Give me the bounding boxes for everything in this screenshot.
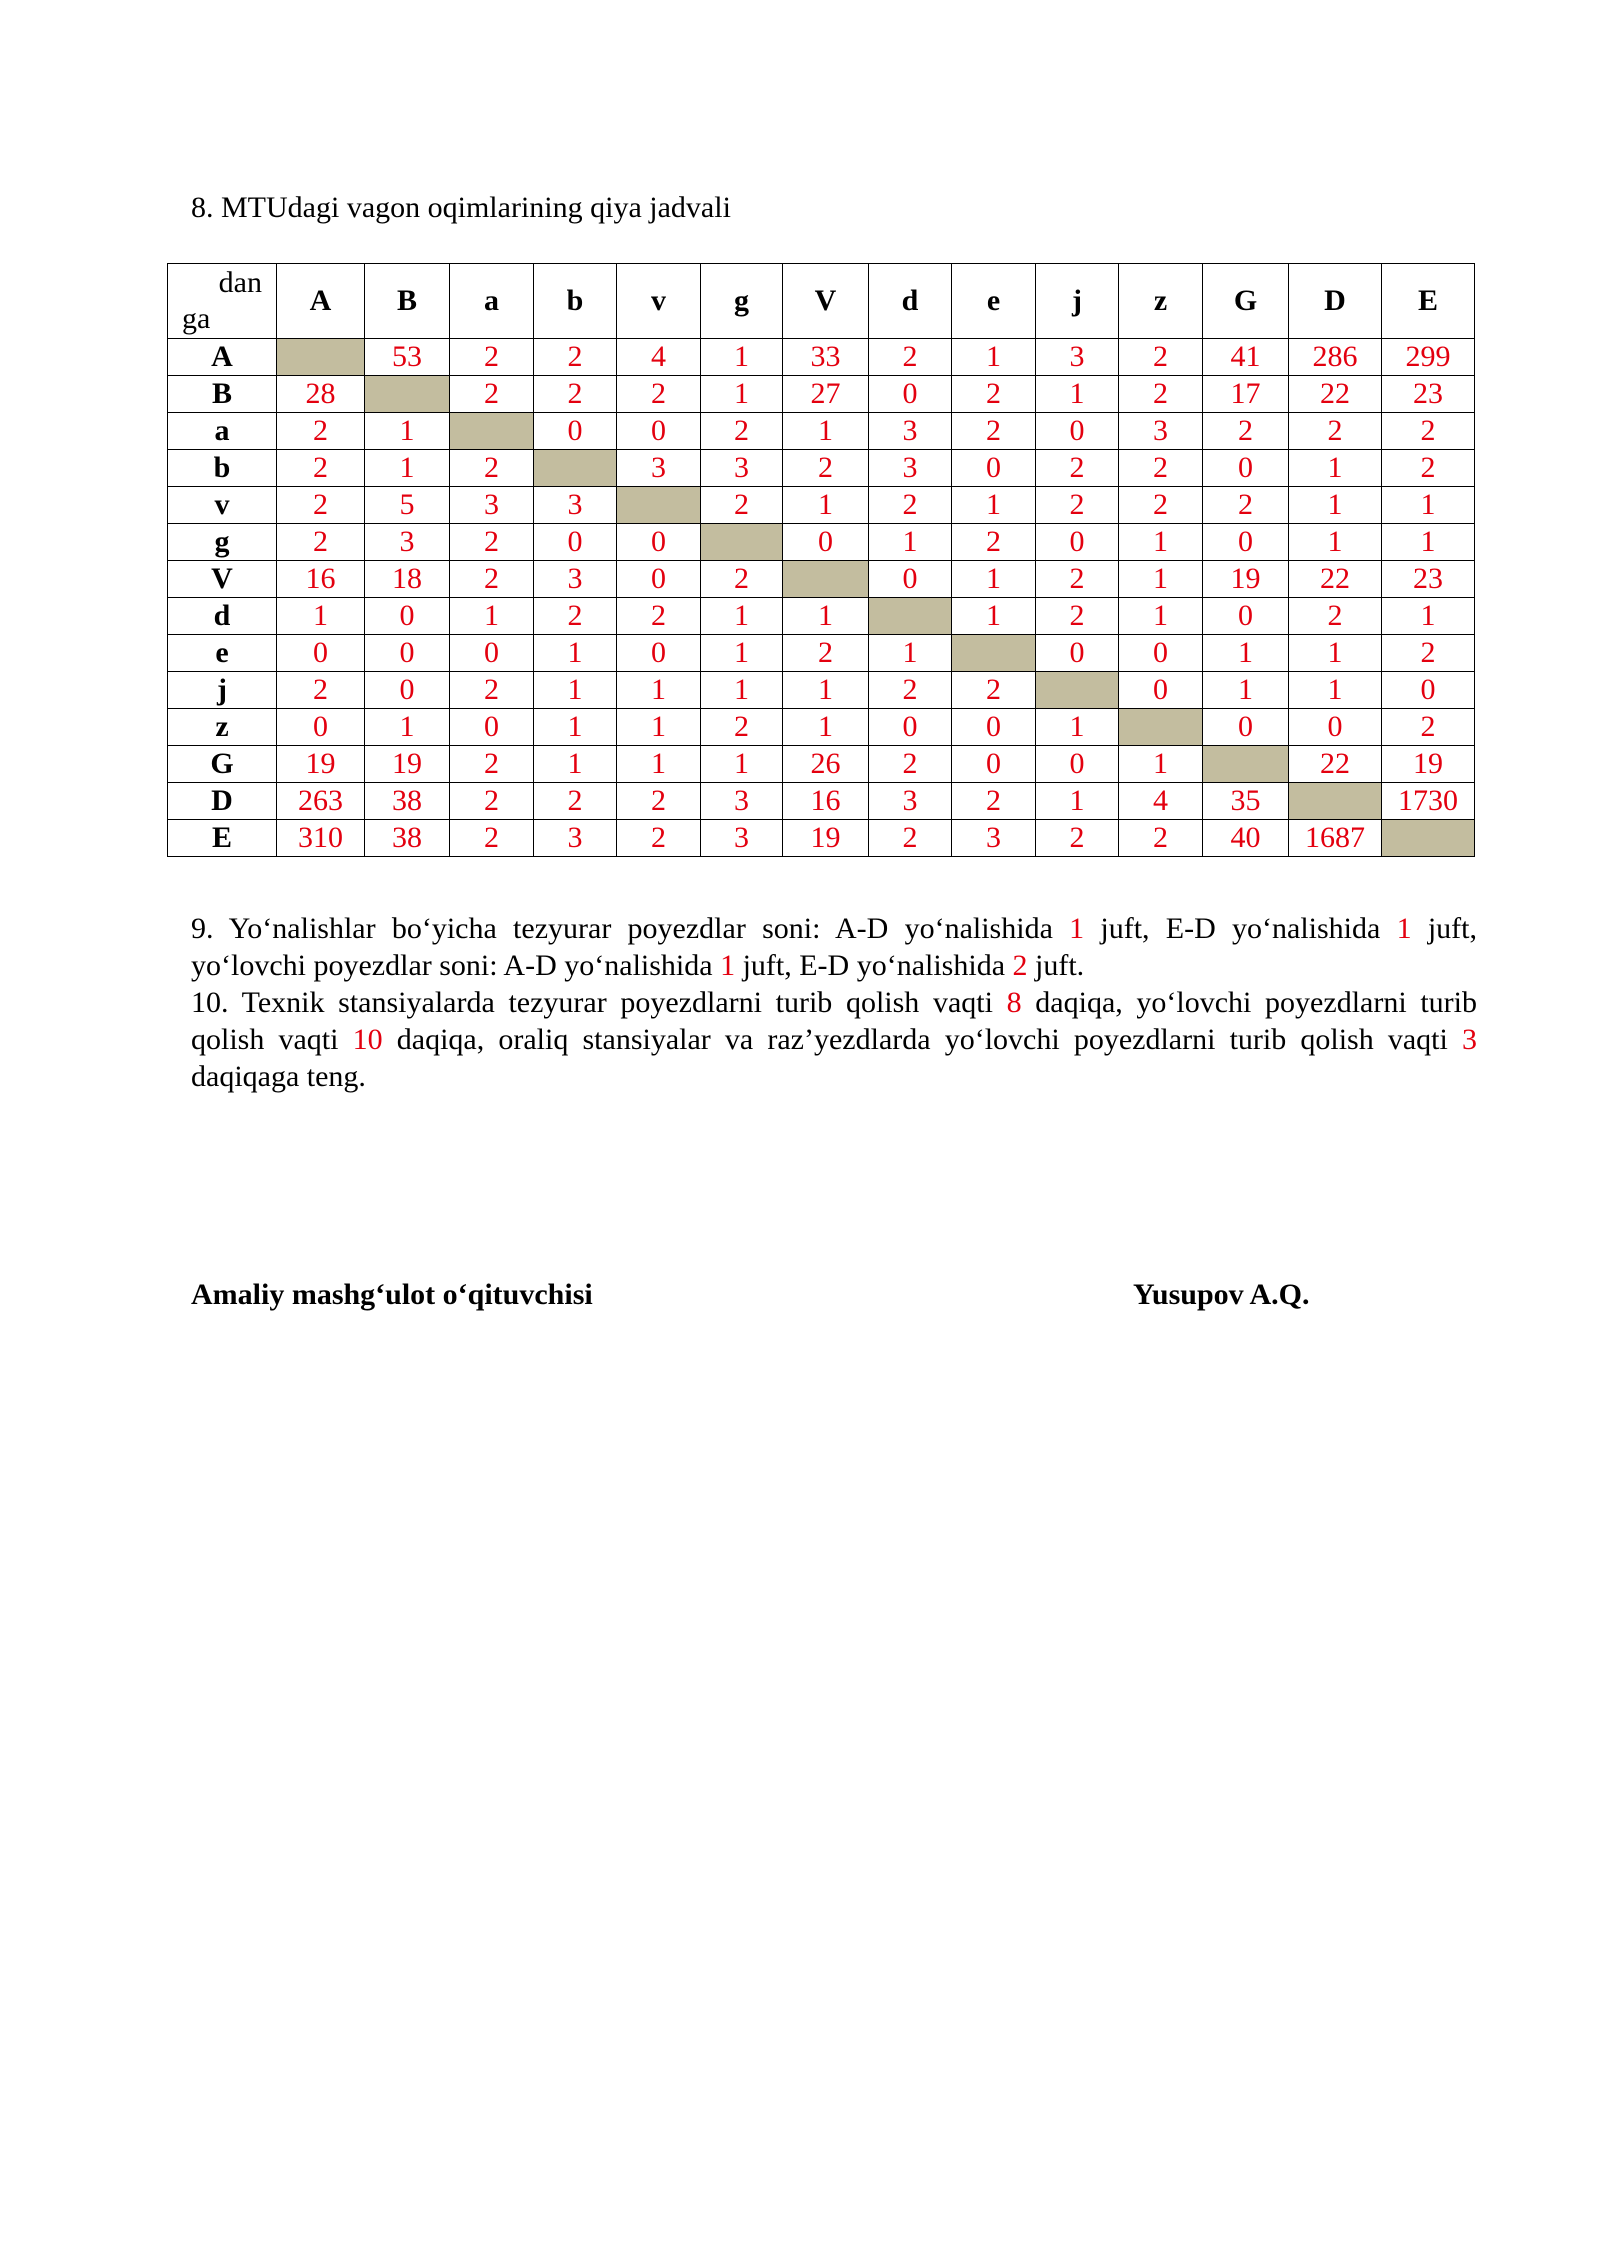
table-cell: 2 xyxy=(1289,598,1382,635)
column-header: V xyxy=(783,264,869,339)
table-cell: 3 xyxy=(869,783,952,820)
table-cell: 1 xyxy=(277,598,365,635)
note-paragraph-9 xyxy=(191,910,1477,984)
table-row xyxy=(168,783,1475,820)
table-cell: 1 xyxy=(534,672,617,709)
table-row xyxy=(168,709,1475,746)
table-cell: 0 xyxy=(365,598,450,635)
table-cell: 1 xyxy=(1289,450,1382,487)
table-cell: 0 xyxy=(450,635,534,672)
table-cell: 0 xyxy=(869,376,952,413)
table-cell: 3 xyxy=(534,820,617,857)
column-header: g xyxy=(701,264,783,339)
table-cell: 53 xyxy=(365,339,450,376)
table-cell: 1 xyxy=(534,709,617,746)
table-row xyxy=(168,820,1475,857)
note-text: daqiqa, yo‘lovchi poyezdlarni turib qolish vaqti xyxy=(191,986,1477,1056)
table-cell: 1 xyxy=(783,672,869,709)
row-header: A xyxy=(168,339,277,376)
table-cell: 2 xyxy=(277,672,365,709)
table-cell: 0 xyxy=(1036,524,1119,561)
table-cell: 1 xyxy=(617,709,701,746)
table-cell: 263 xyxy=(277,783,365,820)
table-cell: 0 xyxy=(869,561,952,598)
table-cell: 2 xyxy=(1119,450,1203,487)
table-cell: 38 xyxy=(365,820,450,857)
diagonal-cell xyxy=(952,635,1036,672)
table-cell: 33 xyxy=(783,339,869,376)
table-cell: 2 xyxy=(869,487,952,524)
row-header: v xyxy=(168,487,277,524)
table-cell: 0 xyxy=(1036,746,1119,783)
diagonal-cell xyxy=(450,413,534,450)
table-cell: 1 xyxy=(783,598,869,635)
signature-role: Amaliy mashg‘ulot o‘qituvchisi xyxy=(191,1278,593,1311)
note-text: juft, E-D yo‘nalishida xyxy=(735,949,1013,982)
table-cell: 0 xyxy=(277,635,365,672)
table-cell: 0 xyxy=(783,524,869,561)
table-cell: 1 xyxy=(534,746,617,783)
table-cell: 1 xyxy=(701,672,783,709)
table-cell: 1 xyxy=(952,598,1036,635)
table-cell: 3 xyxy=(534,561,617,598)
vagon-flow-table xyxy=(167,263,1475,857)
table-cell: 1 xyxy=(1119,598,1203,635)
table-row xyxy=(168,524,1475,561)
table-cell: 310 xyxy=(277,820,365,857)
table-cell: 2 xyxy=(534,376,617,413)
row-header: G xyxy=(168,746,277,783)
row-header: d xyxy=(168,598,277,635)
column-header: e xyxy=(952,264,1036,339)
table-cell: 2 xyxy=(1036,487,1119,524)
table-cell: 1 xyxy=(1289,487,1382,524)
note-value: 1 xyxy=(1069,912,1085,945)
table-cell: 19 xyxy=(1382,746,1475,783)
table-cell: 0 xyxy=(365,635,450,672)
table-cell: 2 xyxy=(783,635,869,672)
table-cell: 0 xyxy=(365,672,450,709)
table-cell: 2 xyxy=(1119,339,1203,376)
table-cell: 0 xyxy=(1203,524,1289,561)
table-cell: 18 xyxy=(365,561,450,598)
diagonal-cell xyxy=(1036,672,1119,709)
table-cell: 4 xyxy=(1119,783,1203,820)
table-cell: 2 xyxy=(952,524,1036,561)
diagonal-cell xyxy=(1289,783,1382,820)
table-body xyxy=(168,339,1475,857)
table-cell: 0 xyxy=(1203,450,1289,487)
row-header: z xyxy=(168,709,277,746)
note-value: 1 xyxy=(720,949,736,982)
table-cell: 2 xyxy=(869,339,952,376)
table-cell: 4 xyxy=(617,339,701,376)
table-row xyxy=(168,672,1475,709)
table-cell: 2 xyxy=(1382,709,1475,746)
table-cell: 1 xyxy=(1203,672,1289,709)
table-cell: 1 xyxy=(783,487,869,524)
table-cell: 22 xyxy=(1289,746,1382,783)
table-cell: 0 xyxy=(952,450,1036,487)
notes-block xyxy=(191,910,1477,1095)
table-cell: 2 xyxy=(617,598,701,635)
table-row xyxy=(168,450,1475,487)
corner-from-label: dan xyxy=(218,266,262,299)
table-cell: 2 xyxy=(450,524,534,561)
table-cell: 2 xyxy=(450,561,534,598)
table-cell: 0 xyxy=(1036,413,1119,450)
table-cell: 1 xyxy=(1382,524,1475,561)
table-header-row xyxy=(168,264,1475,339)
table-cell: 1 xyxy=(617,746,701,783)
table-cell: 22 xyxy=(1289,561,1382,598)
table-cell: 2 xyxy=(277,524,365,561)
table-cell: 3 xyxy=(869,450,952,487)
table-cell: 2 xyxy=(1119,376,1203,413)
table-cell: 2 xyxy=(617,376,701,413)
table-corner-cell xyxy=(168,264,277,339)
diagonal-cell xyxy=(534,450,617,487)
table-cell: 19 xyxy=(1203,561,1289,598)
table-row xyxy=(168,376,1475,413)
diagonal-cell xyxy=(701,524,783,561)
diagonal-cell xyxy=(365,376,450,413)
table-cell: 1 xyxy=(534,635,617,672)
table-cell: 1687 xyxy=(1289,820,1382,857)
table-cell: 2 xyxy=(1382,450,1475,487)
table-cell: 2 xyxy=(450,746,534,783)
table-cell: 2 xyxy=(1203,487,1289,524)
table-cell: 1 xyxy=(617,672,701,709)
table-cell: 2 xyxy=(617,820,701,857)
table-cell: 1 xyxy=(1289,635,1382,672)
section-title: 8. MTUdagi vagon oqimlarining qiya jadvali xyxy=(191,191,731,224)
table-cell: 0 xyxy=(1119,672,1203,709)
table-cell: 2 xyxy=(952,783,1036,820)
diagonal-cell xyxy=(1382,820,1475,857)
table-row xyxy=(168,339,1475,376)
row-header: g xyxy=(168,524,277,561)
table-cell: 35 xyxy=(1203,783,1289,820)
table-cell: 2 xyxy=(534,598,617,635)
row-header: B xyxy=(168,376,277,413)
column-header: a xyxy=(450,264,534,339)
table-cell: 2 xyxy=(1119,820,1203,857)
column-header: j xyxy=(1036,264,1119,339)
diagonal-cell xyxy=(617,487,701,524)
table-cell: 23 xyxy=(1382,376,1475,413)
table-cell: 3 xyxy=(1119,413,1203,450)
table-cell: 2 xyxy=(952,672,1036,709)
note-text: daqiqa, oraliq stansiyalar va raz’yezdlarda yo‘lovchi poyezdlarni turib qolish vaqti xyxy=(382,1023,1462,1056)
column-header: d xyxy=(869,264,952,339)
table-cell: 16 xyxy=(783,783,869,820)
table-cell: 1 xyxy=(701,339,783,376)
table-cell: 1 xyxy=(365,709,450,746)
table-cell: 38 xyxy=(365,783,450,820)
table-cell: 0 xyxy=(534,524,617,561)
note-text: juft, yo‘lovchi poyezdlar soni: A-D yo‘nalishida xyxy=(191,912,1477,982)
table-cell: 1 xyxy=(450,598,534,635)
table-cell: 3 xyxy=(701,450,783,487)
table-cell: 2 xyxy=(1036,450,1119,487)
table-cell: 1 xyxy=(952,339,1036,376)
table-cell: 3 xyxy=(952,820,1036,857)
table-cell: 1 xyxy=(1382,598,1475,635)
table-row xyxy=(168,413,1475,450)
table-cell: 0 xyxy=(1119,635,1203,672)
table-cell: 2 xyxy=(534,339,617,376)
table-cell: 19 xyxy=(277,746,365,783)
table-cell: 1 xyxy=(1382,487,1475,524)
table-cell: 0 xyxy=(952,709,1036,746)
table-cell: 2 xyxy=(1036,820,1119,857)
table-cell: 2 xyxy=(952,376,1036,413)
table-cell: 1 xyxy=(783,709,869,746)
table-cell: 1 xyxy=(1289,672,1382,709)
table-cell: 5 xyxy=(365,487,450,524)
table-cell: 2 xyxy=(701,709,783,746)
table-cell: 40 xyxy=(1203,820,1289,857)
note-value: 3 xyxy=(1462,1023,1477,1056)
diagonal-cell xyxy=(869,598,952,635)
row-header: D xyxy=(168,783,277,820)
diagonal-cell xyxy=(277,339,365,376)
note-text: 10. Texnik stansiyalarda tezyurar poyezdlarni turib qolish vaqti xyxy=(191,986,1007,1019)
table-cell: 3 xyxy=(617,450,701,487)
column-header: z xyxy=(1119,264,1203,339)
table-cell: 19 xyxy=(365,746,450,783)
table-cell: 26 xyxy=(783,746,869,783)
table-cell: 1 xyxy=(1119,561,1203,598)
diagonal-cell xyxy=(783,561,869,598)
row-header: a xyxy=(168,413,277,450)
table-row xyxy=(168,635,1475,672)
table-cell: 2 xyxy=(1203,413,1289,450)
table-row xyxy=(168,598,1475,635)
table-cell: 3 xyxy=(1036,339,1119,376)
table-cell: 17 xyxy=(1203,376,1289,413)
table-cell: 1 xyxy=(1203,635,1289,672)
note-value: 8 xyxy=(1006,986,1022,1019)
table-cell: 2 xyxy=(450,672,534,709)
row-header: e xyxy=(168,635,277,672)
table-cell: 1 xyxy=(869,635,952,672)
table-cell: 0 xyxy=(1289,709,1382,746)
table-cell: 2 xyxy=(450,450,534,487)
table-cell: 3 xyxy=(450,487,534,524)
table-cell: 1 xyxy=(1289,524,1382,561)
table-cell: 2 xyxy=(277,413,365,450)
note-text: juft, E-D yo‘nalishida xyxy=(1084,912,1397,945)
diagonal-cell xyxy=(1203,746,1289,783)
table-cell: 1 xyxy=(952,487,1036,524)
row-header: j xyxy=(168,672,277,709)
table-cell: 3 xyxy=(534,487,617,524)
table-cell: 1 xyxy=(701,635,783,672)
table-cell: 0 xyxy=(277,709,365,746)
table-cell: 2 xyxy=(1036,561,1119,598)
column-header: A xyxy=(277,264,365,339)
table-cell: 2 xyxy=(1036,598,1119,635)
column-header: E xyxy=(1382,264,1475,339)
table-cell: 1 xyxy=(1036,709,1119,746)
table-cell: 19 xyxy=(783,820,869,857)
table-cell: 2 xyxy=(1289,413,1382,450)
note-value: 10 xyxy=(352,1023,383,1056)
note-value: 1 xyxy=(1396,912,1412,945)
table-cell: 0 xyxy=(952,746,1036,783)
row-header: E xyxy=(168,820,277,857)
table-cell: 0 xyxy=(1036,635,1119,672)
row-header: V xyxy=(168,561,277,598)
table-cell: 2 xyxy=(1119,487,1203,524)
note-text: 9. Yo‘nalishlar bo‘yicha tezyurar poyezdlar soni: A-D yo‘nalishida xyxy=(191,912,1070,945)
table-cell: 2 xyxy=(701,487,783,524)
note-value: 2 xyxy=(1012,949,1028,982)
note-paragraph-10 xyxy=(191,984,1477,1095)
table-cell: 2 xyxy=(617,783,701,820)
table-cell: 2 xyxy=(869,672,952,709)
table-cell: 299 xyxy=(1382,339,1475,376)
column-header: B xyxy=(365,264,450,339)
table-cell: 2 xyxy=(277,450,365,487)
table-cell: 3 xyxy=(701,783,783,820)
note-text: juft. xyxy=(1027,949,1085,982)
table-row xyxy=(168,561,1475,598)
table-cell: 1 xyxy=(701,598,783,635)
table-cell: 27 xyxy=(783,376,869,413)
table-cell: 0 xyxy=(1382,672,1475,709)
table-cell: 1 xyxy=(1119,746,1203,783)
table-cell: 1 xyxy=(952,561,1036,598)
table-cell: 1 xyxy=(1119,524,1203,561)
table-cell: 3 xyxy=(365,524,450,561)
table-cell: 2 xyxy=(1382,635,1475,672)
table-cell: 0 xyxy=(534,413,617,450)
column-header: D xyxy=(1289,264,1382,339)
signature-name: Yusupov A.Q. xyxy=(1133,1278,1310,1311)
table-cell: 0 xyxy=(869,709,952,746)
table-cell: 2 xyxy=(450,376,534,413)
table-cell: 2 xyxy=(450,783,534,820)
column-header: b xyxy=(534,264,617,339)
table-row xyxy=(168,746,1475,783)
table-cell: 0 xyxy=(617,561,701,598)
note-text: daqiqaga teng. xyxy=(191,1060,366,1093)
table-row xyxy=(168,487,1475,524)
table-cell: 0 xyxy=(617,413,701,450)
row-header: b xyxy=(168,450,277,487)
table-cell: 1 xyxy=(869,524,952,561)
table-cell: 0 xyxy=(617,635,701,672)
table-cell: 1 xyxy=(365,450,450,487)
table-cell: 0 xyxy=(450,709,534,746)
table-cell: 41 xyxy=(1203,339,1289,376)
table-cell: 2 xyxy=(1382,413,1475,450)
table-cell: 2 xyxy=(450,339,534,376)
table-cell: 2 xyxy=(534,783,617,820)
table-cell: 1 xyxy=(365,413,450,450)
table-cell: 1 xyxy=(701,376,783,413)
table-cell: 2 xyxy=(869,820,952,857)
table-cell: 3 xyxy=(701,820,783,857)
table-cell: 22 xyxy=(1289,376,1382,413)
diagonal-cell xyxy=(1119,709,1203,746)
table-cell: 1 xyxy=(701,746,783,783)
table-cell: 0 xyxy=(617,524,701,561)
table-cell: 2 xyxy=(450,820,534,857)
table-cell: 2 xyxy=(783,450,869,487)
table-cell: 1 xyxy=(1036,783,1119,820)
column-header: v xyxy=(617,264,701,339)
table-cell: 2 xyxy=(952,413,1036,450)
table-cell: 2 xyxy=(701,413,783,450)
table-cell: 2 xyxy=(701,561,783,598)
table-cell: 0 xyxy=(1203,709,1289,746)
corner-to-label: ga xyxy=(182,302,211,335)
table-cell: 3 xyxy=(869,413,952,450)
table-cell: 28 xyxy=(277,376,365,413)
column-header: G xyxy=(1203,264,1289,339)
table-cell: 0 xyxy=(1203,598,1289,635)
table-cell: 16 xyxy=(277,561,365,598)
table-cell: 23 xyxy=(1382,561,1475,598)
table-cell: 1 xyxy=(783,413,869,450)
table-cell: 2 xyxy=(277,487,365,524)
table-cell: 2 xyxy=(869,746,952,783)
table-cell: 286 xyxy=(1289,339,1382,376)
table-cell: 1 xyxy=(1036,376,1119,413)
table-cell: 1730 xyxy=(1382,783,1475,820)
